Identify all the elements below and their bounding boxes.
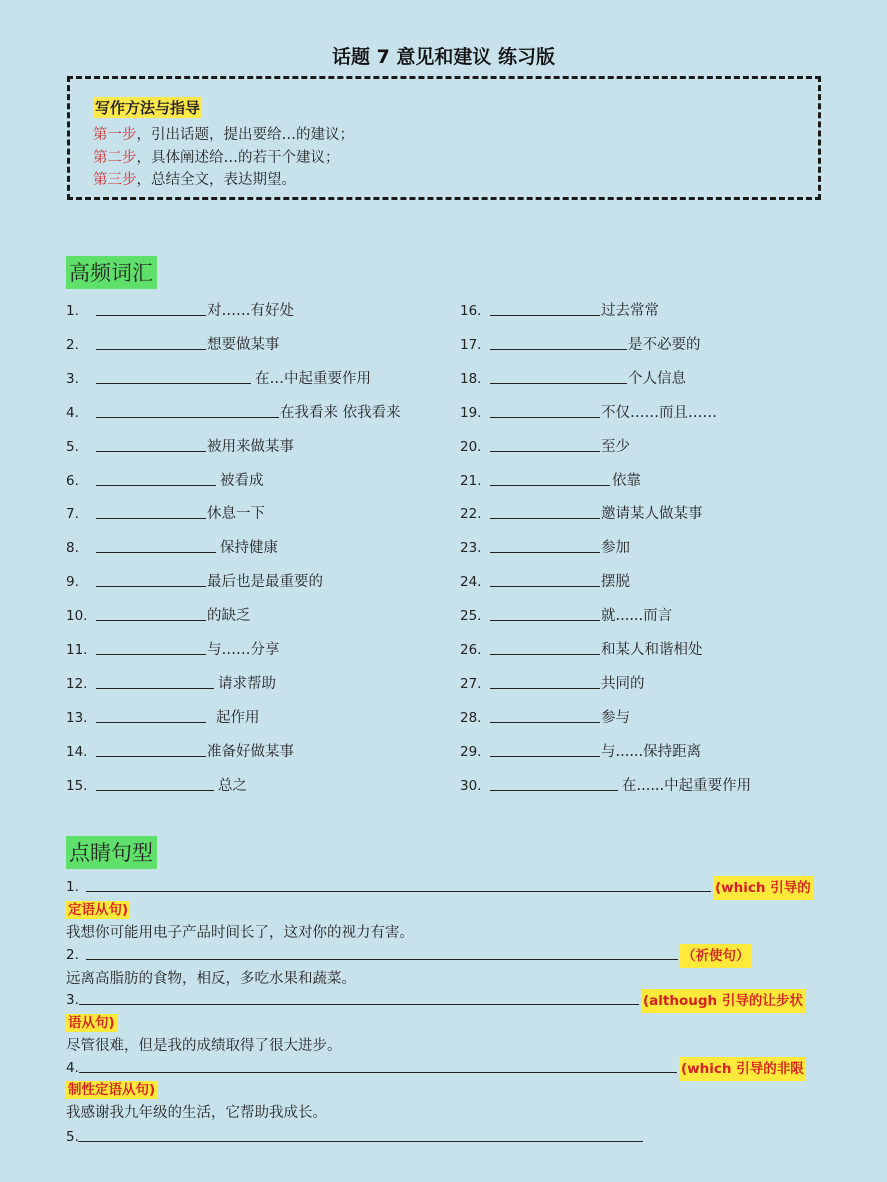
vocab-number: 23. bbox=[460, 540, 482, 557]
vocab-item bbox=[460, 605, 840, 627]
sentence-number: 2. bbox=[66, 947, 79, 963]
vocab-item bbox=[460, 741, 840, 763]
vocab-number: 25. bbox=[460, 608, 482, 625]
sentence-hint: (which 引导的 bbox=[713, 876, 813, 900]
sentence-hint: 定语从句) bbox=[68, 902, 129, 918]
step-label: 第一步 bbox=[93, 127, 137, 143]
answer-blank[interactable] bbox=[96, 349, 206, 350]
vocab-item bbox=[66, 436, 446, 458]
guide-step-1 bbox=[93, 123, 354, 144]
vocab-item bbox=[66, 470, 446, 492]
vocab-item bbox=[66, 334, 446, 356]
vocab-meaning: 休息一下 bbox=[207, 506, 265, 523]
answer-blank[interactable] bbox=[96, 722, 206, 723]
vocab-item bbox=[460, 639, 840, 661]
vocab-number: 19. bbox=[460, 404, 482, 421]
vocab-meaning: 不仅……而且…… bbox=[601, 404, 717, 421]
vocab-item bbox=[66, 537, 446, 559]
vocab-meaning: 和某人和谐相处 bbox=[601, 642, 703, 658]
vocab-number: 9. bbox=[66, 574, 79, 591]
sentence-hint: (although 引导的让步状 bbox=[641, 989, 805, 1013]
vocab-item bbox=[460, 334, 840, 356]
answer-blank[interactable] bbox=[96, 451, 206, 452]
vocab-number: 21. bbox=[460, 472, 482, 489]
step-text: ，具体阐述给…的若干个建议； bbox=[136, 150, 340, 166]
answer-blank[interactable] bbox=[96, 518, 206, 519]
answer-blank[interactable] bbox=[96, 586, 206, 587]
vocab-meaning: 对……有好处 bbox=[207, 303, 294, 319]
sentence-number: 5. bbox=[66, 1129, 79, 1145]
answer-blank[interactable] bbox=[86, 891, 711, 892]
answer-blank[interactable] bbox=[490, 790, 618, 791]
vocab-meaning: 在…中起重要作用 bbox=[255, 370, 371, 387]
vocab-number: 16. bbox=[460, 303, 482, 319]
vocab-meaning: 被用来做某事 bbox=[207, 438, 294, 455]
vocab-meaning: 想要做某事 bbox=[207, 336, 280, 353]
answer-blank[interactable] bbox=[96, 315, 206, 316]
sentence-hint: 语从句) bbox=[68, 1015, 115, 1031]
vocab-item bbox=[66, 673, 446, 695]
vocab-meaning: 准备好做某事 bbox=[207, 743, 294, 760]
vocab-meaning: 保持健康 bbox=[220, 540, 278, 557]
step-label: 第二步 bbox=[93, 150, 137, 166]
vocab-item bbox=[460, 707, 840, 729]
vocab-item bbox=[460, 368, 840, 390]
vocab-meaning: 个人信息 bbox=[628, 370, 686, 387]
vocab-meaning: 摆脱 bbox=[601, 574, 630, 591]
answer-blank[interactable] bbox=[490, 586, 600, 587]
step-label: 第三步 bbox=[93, 172, 137, 188]
vocab-number: 26. bbox=[460, 642, 482, 658]
answer-blank[interactable] bbox=[490, 315, 600, 316]
answer-blank[interactable] bbox=[490, 383, 627, 384]
vocab-item bbox=[66, 639, 446, 661]
sentence-section-heading: 点睛句型 bbox=[66, 836, 157, 869]
sentence-hint-cont bbox=[66, 1079, 157, 1101]
answer-blank[interactable] bbox=[96, 790, 214, 791]
answer-blank[interactable] bbox=[78, 1141, 643, 1142]
answer-blank[interactable] bbox=[490, 349, 627, 350]
answer-blank[interactable] bbox=[96, 417, 279, 418]
answer-blank[interactable] bbox=[96, 620, 206, 621]
vocab-item bbox=[460, 673, 840, 695]
vocab-number: 14. bbox=[66, 743, 88, 760]
vocab-meaning: 在......中起重要作用 bbox=[622, 777, 752, 794]
vocab-item bbox=[66, 402, 446, 424]
answer-blank[interactable] bbox=[490, 756, 600, 757]
vocab-item bbox=[66, 571, 446, 593]
vocab-meaning: 依靠 bbox=[612, 472, 641, 489]
page-title: 话题 7 意见和建议 练习版 bbox=[331, 46, 556, 68]
step-text: ，引出话题，提出要给…的建议； bbox=[136, 127, 354, 143]
vocab-number: 13. bbox=[66, 709, 88, 726]
sentence-item-5 bbox=[66, 1126, 666, 1148]
vocab-item bbox=[460, 402, 840, 424]
vocab-number: 7. bbox=[66, 506, 79, 523]
vocab-item bbox=[66, 775, 446, 797]
vocab-meaning: 最后也是最重要的 bbox=[207, 574, 323, 591]
vocab-number: 8. bbox=[66, 540, 79, 557]
step-text: ，总结全文，表达期望。 bbox=[136, 172, 296, 188]
answer-blank[interactable] bbox=[86, 959, 678, 960]
vocab-meaning: 在我看来 依我看来 bbox=[280, 404, 401, 421]
vocab-number: 20. bbox=[460, 438, 482, 455]
answer-blank[interactable] bbox=[96, 383, 251, 384]
vocab-item bbox=[66, 741, 446, 763]
answer-blank[interactable] bbox=[490, 722, 600, 723]
vocab-number: 12. bbox=[66, 675, 88, 692]
guide-step-3 bbox=[93, 168, 296, 189]
vocab-meaning: 至少 bbox=[601, 438, 630, 455]
vocab-item bbox=[66, 368, 446, 390]
vocab-item bbox=[460, 470, 840, 492]
vocab-number: 30. bbox=[460, 777, 482, 794]
vocab-meaning: 请求帮助 bbox=[218, 675, 276, 692]
vocab-meaning: 的缺乏 bbox=[207, 608, 251, 625]
vocab-meaning: 总之 bbox=[218, 777, 247, 794]
sentence-item-4 bbox=[66, 1057, 826, 1079]
vocab-meaning: 参加 bbox=[601, 540, 630, 557]
sentence-chinese: 我感谢我九年级的生活，它帮助我成长。 bbox=[66, 1105, 327, 1121]
vocab-item bbox=[460, 503, 840, 525]
vocab-item bbox=[460, 537, 840, 559]
vocab-number: 1. bbox=[66, 303, 79, 319]
vocab-meaning: 起作用 bbox=[216, 709, 260, 726]
sentence-hint: (which 引导的非限 bbox=[679, 1057, 806, 1081]
sentence-number: 1. bbox=[66, 879, 79, 895]
vocab-meaning: 是不必要的 bbox=[628, 336, 701, 353]
vocab-item bbox=[460, 300, 840, 322]
sentence-hint-cont bbox=[66, 1012, 117, 1034]
vocab-number: 24. bbox=[460, 574, 482, 591]
answer-blank[interactable] bbox=[96, 654, 206, 655]
vocab-number: 10. bbox=[66, 608, 88, 625]
vocab-number: 3. bbox=[66, 370, 79, 387]
writing-guide-box bbox=[67, 76, 821, 200]
answer-blank[interactable] bbox=[490, 417, 600, 418]
sentence-hint: 制性定语从句) bbox=[68, 1082, 156, 1098]
answer-blank[interactable] bbox=[490, 451, 600, 452]
sentence-hint: （祈使句） bbox=[680, 944, 752, 968]
guide-heading: 写作方法与指导 bbox=[95, 99, 201, 117]
vocab-meaning: 与……分享 bbox=[207, 642, 280, 658]
vocab-item bbox=[66, 707, 446, 729]
vocab-meaning: 过去常常 bbox=[601, 303, 659, 319]
vocab-number: 4. bbox=[66, 404, 79, 421]
vocab-meaning: 邀请某人做某事 bbox=[601, 506, 703, 523]
vocab-number: 11. bbox=[66, 642, 88, 658]
vocab-section-heading: 高频词汇 bbox=[66, 256, 157, 289]
answer-blank[interactable] bbox=[96, 756, 206, 757]
sentence-item-1 bbox=[66, 876, 826, 898]
vocab-meaning: 与......保持距离 bbox=[601, 743, 702, 760]
sentence-chinese: 远离高脂肪的食物，相反，多吃水果和蔬菜。 bbox=[66, 971, 356, 987]
sentence-chinese: 我想你可能用电子产品时间长了，这对你的视力有害。 bbox=[66, 925, 414, 941]
vocab-meaning: 被看成 bbox=[220, 472, 264, 489]
sentence-chinese: 尽管很难，但是我的成绩取得了很大进步。 bbox=[66, 1038, 342, 1054]
vocab-meaning: 参与 bbox=[601, 709, 630, 726]
vocab-item bbox=[460, 571, 840, 593]
vocab-number: 22. bbox=[460, 506, 482, 523]
sentence-hint-cont bbox=[66, 899, 130, 921]
vocab-number: 5. bbox=[66, 438, 79, 455]
sentence-number: 4. bbox=[66, 1060, 79, 1076]
sentence-number: 3. bbox=[66, 992, 79, 1008]
answer-blank[interactable] bbox=[490, 654, 600, 655]
answer-blank[interactable] bbox=[79, 1004, 639, 1005]
vocab-number: 6. bbox=[66, 472, 79, 489]
answer-blank[interactable] bbox=[96, 485, 216, 486]
vocab-item bbox=[460, 436, 840, 458]
vocab-meaning: 就......而言 bbox=[601, 608, 673, 625]
vocab-number: 27. bbox=[460, 675, 482, 692]
sentence-item-2 bbox=[66, 944, 826, 966]
vocab-item bbox=[460, 775, 840, 797]
vocab-number: 15. bbox=[66, 777, 88, 794]
answer-blank[interactable] bbox=[96, 552, 216, 553]
answer-blank[interactable] bbox=[79, 1072, 677, 1073]
answer-blank[interactable] bbox=[490, 485, 610, 486]
answer-blank[interactable] bbox=[96, 688, 214, 689]
answer-blank[interactable] bbox=[490, 518, 600, 519]
vocab-number: 17. bbox=[460, 336, 482, 353]
answer-blank[interactable] bbox=[490, 620, 600, 621]
answer-blank[interactable] bbox=[490, 688, 600, 689]
vocab-item bbox=[66, 503, 446, 525]
vocab-number: 29. bbox=[460, 743, 482, 760]
vocab-number: 18. bbox=[460, 370, 482, 387]
sentence-item-3 bbox=[66, 989, 826, 1011]
vocab-meaning: 共同的 bbox=[601, 675, 645, 692]
guide-step-2 bbox=[93, 146, 340, 167]
vocab-item bbox=[66, 605, 446, 627]
vocab-number: 2. bbox=[66, 336, 79, 353]
vocab-number: 28. bbox=[460, 709, 482, 726]
vocab-item bbox=[66, 300, 446, 322]
answer-blank[interactable] bbox=[490, 552, 600, 553]
